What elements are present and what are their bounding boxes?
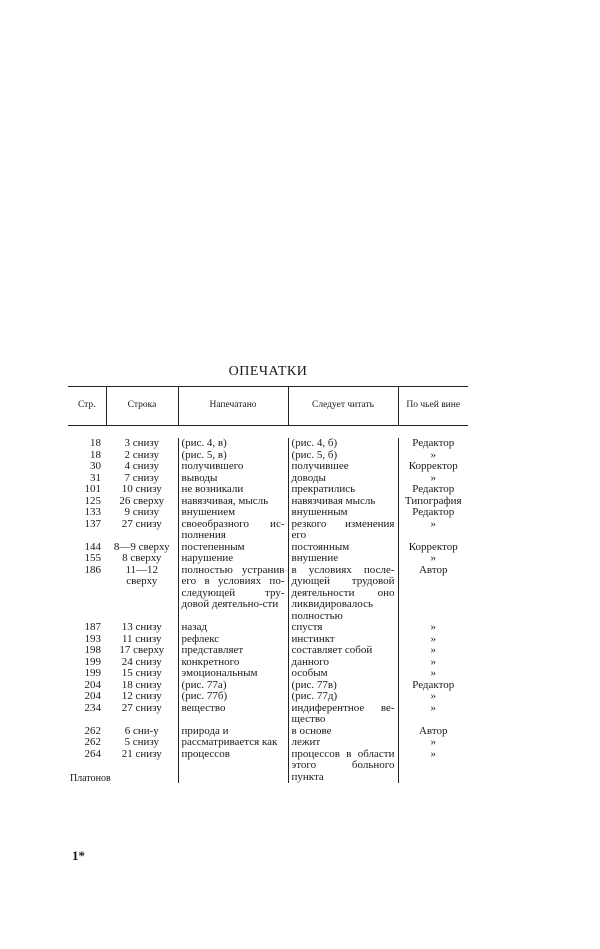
row-printed: внушением xyxy=(178,507,288,519)
row-fault: » xyxy=(398,703,468,726)
row-page: 101 xyxy=(84,483,101,495)
row-correct: процессов в области этого больного пункта xyxy=(288,749,398,784)
table-row xyxy=(68,737,468,749)
row-page: 199 xyxy=(84,655,101,668)
row-page: 31 xyxy=(90,471,101,484)
table-row xyxy=(68,645,468,657)
row-page: 18 xyxy=(90,437,101,449)
row-line: 5 снизу xyxy=(124,736,160,748)
row-correct: навязчивая мысль xyxy=(288,496,398,508)
row-correct: (рис. 77д) xyxy=(288,691,398,703)
row-printed: эмоциональным xyxy=(178,668,288,680)
row-page: 264 xyxy=(84,747,101,760)
row-printed: процессов xyxy=(178,749,288,784)
row-printed: выводы xyxy=(178,473,288,485)
row-page: 30 xyxy=(90,460,101,472)
row-fault: Редактор xyxy=(398,484,468,496)
row-correct: особым xyxy=(288,668,398,680)
row-correct: (рис. 5, б) xyxy=(288,450,398,462)
row-fault: » xyxy=(398,519,468,542)
row-correct: доводы xyxy=(288,473,398,485)
row-page: 125 xyxy=(84,494,101,507)
row-printed: полностью устранив его в условиях по-следующей тру-довой деятельно-сти xyxy=(178,565,288,623)
row-fault: » xyxy=(398,668,468,680)
table-row xyxy=(68,703,468,726)
row-page: 133 xyxy=(84,506,101,518)
row-correct: постоянным xyxy=(288,542,398,554)
row-page: 204 xyxy=(84,690,101,702)
row-fault: » xyxy=(398,691,468,703)
row-printed: нарушение xyxy=(178,553,288,565)
header-fault: По чьей вине xyxy=(398,387,468,426)
row-page: 186 xyxy=(84,563,101,576)
table-row xyxy=(68,438,468,450)
row-printed: представляет xyxy=(178,645,288,657)
row-line: 18 снизу xyxy=(121,678,162,691)
row-fault: Редактор xyxy=(398,507,468,519)
row-correct: инстинкт xyxy=(288,634,398,646)
row-page: 137 xyxy=(84,517,101,530)
table-row xyxy=(68,507,468,519)
row-printed: (рис. 4, в) xyxy=(178,438,288,450)
table-header-row xyxy=(68,387,468,426)
row-fault: Редактор xyxy=(398,438,468,450)
errata-table xyxy=(68,386,468,783)
row-line: 8 сверху xyxy=(122,552,162,564)
row-line: 13 снизу xyxy=(121,621,162,633)
row-page: 193 xyxy=(84,632,101,645)
row-correct: получившее xyxy=(288,461,398,473)
row-page: 18 xyxy=(90,448,101,461)
row-correct: спустя xyxy=(288,622,398,634)
row-line: 12 снизу xyxy=(121,690,162,702)
row-correct: составляет собой xyxy=(288,645,398,657)
row-line: 17 сверху xyxy=(119,644,165,656)
row-fault: Типография xyxy=(398,496,468,508)
row-page: 204 xyxy=(84,678,101,691)
page-title: ОПЕЧАТКИ xyxy=(228,364,308,379)
row-line: 3 снизу xyxy=(124,437,160,449)
row-fault: » xyxy=(398,657,468,669)
table-row xyxy=(68,668,468,680)
row-correct: (рис. 4, б) xyxy=(288,438,398,450)
row-fault: Автор xyxy=(398,726,468,738)
row-line: 11—12 сверху xyxy=(125,563,159,587)
row-fault: » xyxy=(398,749,468,784)
row-line: 2 снизу xyxy=(124,448,160,461)
row-line: 7 снизу xyxy=(124,471,160,484)
row-page: 262 xyxy=(84,736,101,748)
row-fault: Автор xyxy=(398,565,468,623)
row-line: 15 снизу xyxy=(121,667,162,679)
row-fault: » xyxy=(398,737,468,749)
errata-body xyxy=(68,426,468,784)
row-printed: рассматривается как xyxy=(178,737,288,749)
row-correct: прекратились xyxy=(288,484,398,496)
row-printed: (рис. 77а) xyxy=(178,680,288,692)
row-page: 155 xyxy=(84,552,101,564)
header-correct: Следует читать xyxy=(288,387,398,426)
row-line: 10 снизу xyxy=(121,483,162,495)
table-row xyxy=(68,749,468,784)
row-fault: » xyxy=(398,645,468,657)
row-correct: данного xyxy=(288,657,398,669)
row-correct: в условиях после-дующей трудовой деятельности оно ликвидировалось полностью xyxy=(288,565,398,623)
row-fault: Корректор xyxy=(398,461,468,473)
row-correct: внушение xyxy=(288,553,398,565)
row-fault: » xyxy=(398,634,468,646)
row-correct: в основе xyxy=(288,726,398,738)
row-page: 262 xyxy=(84,724,101,737)
header-printed: Напечатано xyxy=(178,387,288,426)
table-row xyxy=(68,519,468,542)
table-row xyxy=(68,461,468,473)
row-fault: Редактор xyxy=(398,680,468,692)
row-printed: постепенным xyxy=(178,542,288,554)
row-fault: » xyxy=(398,473,468,485)
row-line: 27 снизу xyxy=(121,701,162,714)
row-line: 27 снизу xyxy=(121,517,162,530)
header-page: Стр. xyxy=(77,400,96,411)
row-fault: » xyxy=(398,553,468,565)
row-fault: Корректор xyxy=(398,542,468,554)
row-printed: (рис. 77б) xyxy=(178,691,288,703)
row-printed: навязчивая, мысль xyxy=(178,496,288,508)
signature-mark: 1* xyxy=(72,848,85,863)
row-line: 8—9 сверху xyxy=(113,540,170,553)
row-line: 11 снизу xyxy=(121,632,162,645)
row-correct: индиферентное ве-щество xyxy=(288,703,398,726)
row-printed: своеобразного ис-полнения xyxy=(178,519,288,542)
row-printed: (рис. 5, в) xyxy=(178,450,288,462)
row-page: 187 xyxy=(84,621,101,633)
row-line: 6 сни-у xyxy=(124,724,159,737)
row-printed: не возникали xyxy=(178,484,288,496)
row-printed: рефлекс xyxy=(178,634,288,646)
row-page: 199 xyxy=(84,667,101,679)
row-fault: » xyxy=(398,622,468,634)
row-fault: » xyxy=(398,450,468,462)
table-row xyxy=(68,565,468,623)
footer-name: Платонов xyxy=(70,773,111,784)
row-line: 21 снизу xyxy=(121,747,162,760)
row-line: 9 снизу xyxy=(124,506,160,518)
table-row xyxy=(68,553,468,565)
row-page: 198 xyxy=(84,644,101,656)
row-correct: (рис. 77в) xyxy=(288,680,398,692)
table-row xyxy=(68,622,468,634)
row-printed: получившего xyxy=(178,461,288,473)
row-correct: резкого изменения его xyxy=(288,519,398,542)
table-row xyxy=(68,484,468,496)
row-page: 144 xyxy=(84,540,101,553)
row-line: 26 сверху xyxy=(119,494,165,507)
row-printed: вещество xyxy=(178,703,288,726)
row-line: 4 снизу xyxy=(124,460,160,472)
row-printed: конкретного xyxy=(178,657,288,669)
row-correct: лежит xyxy=(288,737,398,749)
row-line: 24 снизу xyxy=(121,655,162,668)
row-printed: природа и xyxy=(178,726,288,738)
row-page: 234 xyxy=(84,701,101,714)
row-correct: внушенным xyxy=(288,507,398,519)
header-line: Строка xyxy=(106,387,178,426)
row-printed: назад xyxy=(178,622,288,634)
table-row xyxy=(68,691,468,703)
